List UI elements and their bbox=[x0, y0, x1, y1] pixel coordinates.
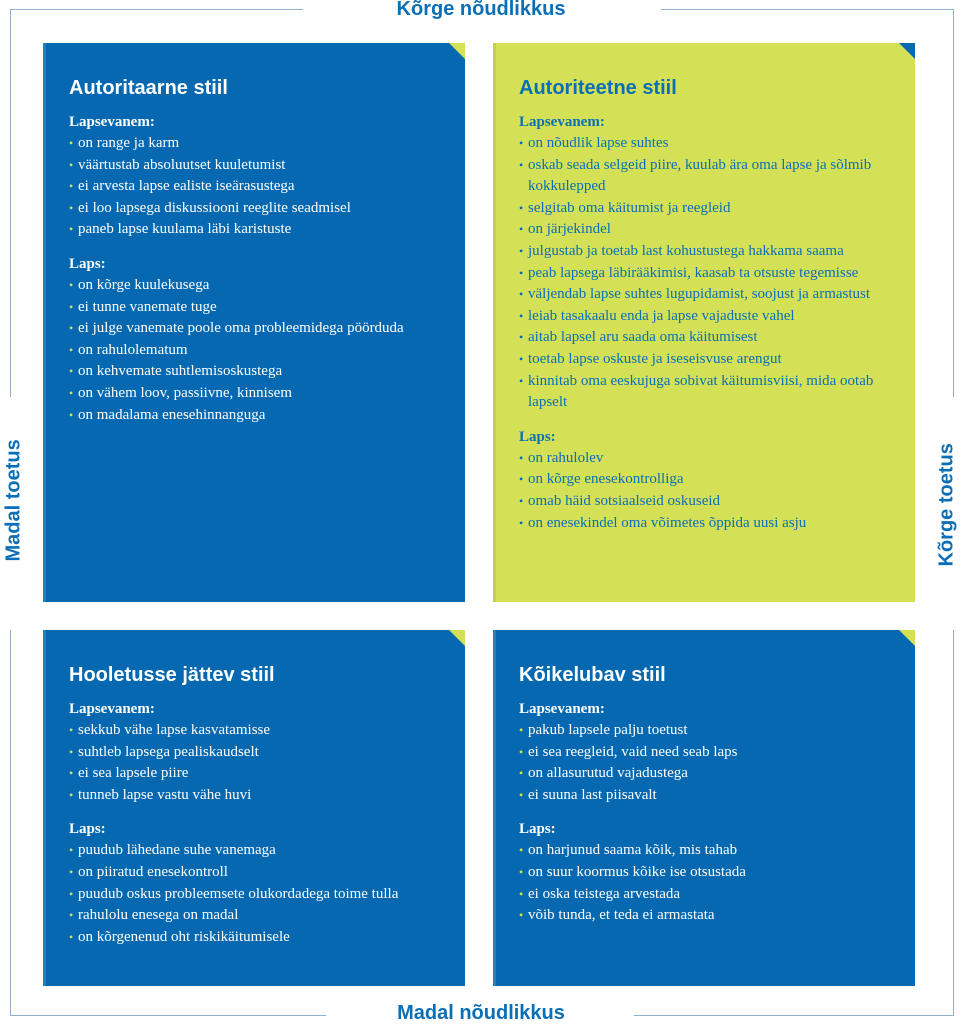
quadrant-neglectful bbox=[43, 630, 465, 986]
list-item: • kinnitab oma eeskujuga sobivat käitumisviisi, mida ootab lapselt bbox=[519, 371, 889, 414]
frame-right-lower bbox=[953, 630, 954, 1015]
list-item: • peab lapsega läbirääkimisi, kaasab ta otsuste tegemisse bbox=[519, 263, 889, 285]
list-item: • on rahulolev bbox=[519, 448, 889, 470]
list-item: • suhtleb lapsega pealiskaudselt bbox=[69, 742, 439, 764]
quadrant-edge bbox=[43, 43, 46, 602]
child-list bbox=[519, 448, 889, 534]
list-item: • ei oska teistega arvestada bbox=[519, 884, 889, 906]
parent-list bbox=[69, 133, 439, 241]
quadrant-edge bbox=[493, 630, 496, 986]
list-item: • toetab lapse oskuste ja iseseisvuse arengut bbox=[519, 349, 889, 371]
list-item: • ei sea lapsele piire bbox=[69, 763, 439, 785]
list-item: • tunneb lapse vastu vähe huvi bbox=[69, 785, 439, 807]
axis-label-right: Kõrge toetus bbox=[935, 443, 958, 567]
list-item: • aitab lapsel aru saada oma käitumisest bbox=[519, 327, 889, 349]
list-item: • väärtustab absoluutset kuuletumist bbox=[69, 155, 439, 177]
parent-list bbox=[519, 133, 889, 414]
quadrant-title: Autoritaarne stiil bbox=[69, 77, 228, 99]
frame-left-lower bbox=[10, 630, 11, 1015]
parent-heading: Lapsevanem: bbox=[69, 701, 155, 717]
list-item: • on rahulolematum bbox=[69, 340, 439, 362]
list-item: • on suur koormus kõike ise otsustada bbox=[519, 862, 889, 884]
list-item: • pakub lapsele palju toetust bbox=[519, 720, 889, 742]
quadrant-authoritative bbox=[493, 43, 915, 602]
quadrant-title: Kõikelubav stiil bbox=[519, 664, 666, 686]
child-list bbox=[69, 275, 439, 426]
list-item: • ei julge vanemate poole oma probleemidega pöörduda bbox=[69, 318, 439, 340]
list-item: • ei sea reegleid, vaid need seab laps bbox=[519, 742, 889, 764]
child-heading: Laps: bbox=[519, 821, 556, 838]
list-item: • paneb lapse kuulama läbi karistuste bbox=[69, 219, 439, 241]
list-item: • on vähem loov, passiivne, kinnisem bbox=[69, 383, 439, 405]
list-item: • ei tunne vanemate tuge bbox=[69, 297, 439, 319]
corner-accent bbox=[899, 630, 915, 646]
list-item: • on allasurutud vajadustega bbox=[519, 763, 889, 785]
list-item: • on enesekindel oma võimetes õppida uusi asju bbox=[519, 513, 889, 535]
list-item: • on kõrge enesekontrolliga bbox=[519, 469, 889, 491]
quadrant-edge bbox=[493, 43, 496, 602]
list-item: • on kõrge kuulekusega bbox=[69, 275, 439, 297]
corner-accent bbox=[449, 43, 465, 59]
list-item: • rahulolu enesega on madal bbox=[69, 905, 439, 927]
parent-list bbox=[519, 720, 889, 806]
frame-right-upper bbox=[953, 9, 954, 397]
list-item: • on range ja karm bbox=[69, 133, 439, 155]
list-item: • on piiratud enesekontroll bbox=[69, 862, 439, 884]
list-item: • julgustab ja toetab last kohustustega hakkama saama bbox=[519, 241, 889, 263]
list-item: • on järjekindel bbox=[519, 219, 889, 241]
child-heading: Laps: bbox=[69, 255, 106, 272]
quadrant-title: Hooletusse jättev stiil bbox=[69, 664, 275, 686]
list-item: • sekkub vähe lapse kasvatamisse bbox=[69, 720, 439, 742]
parent-heading: Lapsevanem: bbox=[69, 114, 155, 130]
list-item: • on nõudlik lapse suhtes bbox=[519, 133, 889, 155]
list-item: • väljendab lapse suhtes lugupidamist, soojust ja armastust bbox=[519, 284, 889, 306]
list-item: • leiab tasakaalu enda ja lapse vajaduste vahel bbox=[519, 306, 889, 328]
axis-label-left: Madal toetus bbox=[2, 439, 25, 562]
parent-list bbox=[69, 720, 439, 806]
list-item: • ei suuna last piisavalt bbox=[519, 785, 889, 807]
child-heading: Laps: bbox=[519, 428, 556, 445]
quadrant-permissive bbox=[493, 630, 915, 986]
child-list bbox=[69, 840, 439, 948]
list-item: • omab häid sotsiaalseid oskuseid bbox=[519, 491, 889, 513]
list-item: • ei loo lapsega diskussiooni reeglite seadmisel bbox=[69, 198, 439, 220]
quadrant-title: Autoriteetne stiil bbox=[519, 77, 677, 99]
child-heading: Laps: bbox=[69, 821, 106, 838]
parent-heading: Lapsevanem: bbox=[519, 701, 605, 717]
list-item: • võib tunda, et teda ei armastata bbox=[519, 905, 889, 927]
quadrant-authoritarian bbox=[43, 43, 465, 602]
list-item: • selgitab oma käitumist ja reegleid bbox=[519, 198, 889, 220]
list-item: • puudub lähedane suhe vanemaga bbox=[69, 840, 439, 862]
list-item: • on kõrgenenud oht riskikäitumisele bbox=[69, 927, 439, 949]
list-item: • on kehvemate suhtlemisoskustega bbox=[69, 361, 439, 383]
list-item: • ei arvesta lapse ealiste iseärasustega bbox=[69, 176, 439, 198]
list-item: • puudub oskus probleemsete olukordadega toime tulla bbox=[69, 884, 439, 906]
list-item: • on harjunud saama kõik, mis tahab bbox=[519, 840, 889, 862]
list-item: • oskab seada selgeid piire, kuulab ära oma lapse ja sõlmib kokkulepped bbox=[519, 155, 889, 198]
frame-left-upper bbox=[10, 9, 11, 397]
axis-label-top: Kõrge nõudlikkus bbox=[396, 0, 566, 20]
corner-accent bbox=[449, 630, 465, 646]
parent-heading: Lapsevanem: bbox=[519, 114, 605, 130]
corner-accent bbox=[899, 43, 915, 59]
quadrant-edge bbox=[43, 630, 46, 986]
child-list bbox=[519, 840, 889, 926]
list-item: • on madalama enesehinnanguga bbox=[69, 405, 439, 427]
axis-label-bottom: Madal nõudlikkus bbox=[397, 1002, 565, 1024]
